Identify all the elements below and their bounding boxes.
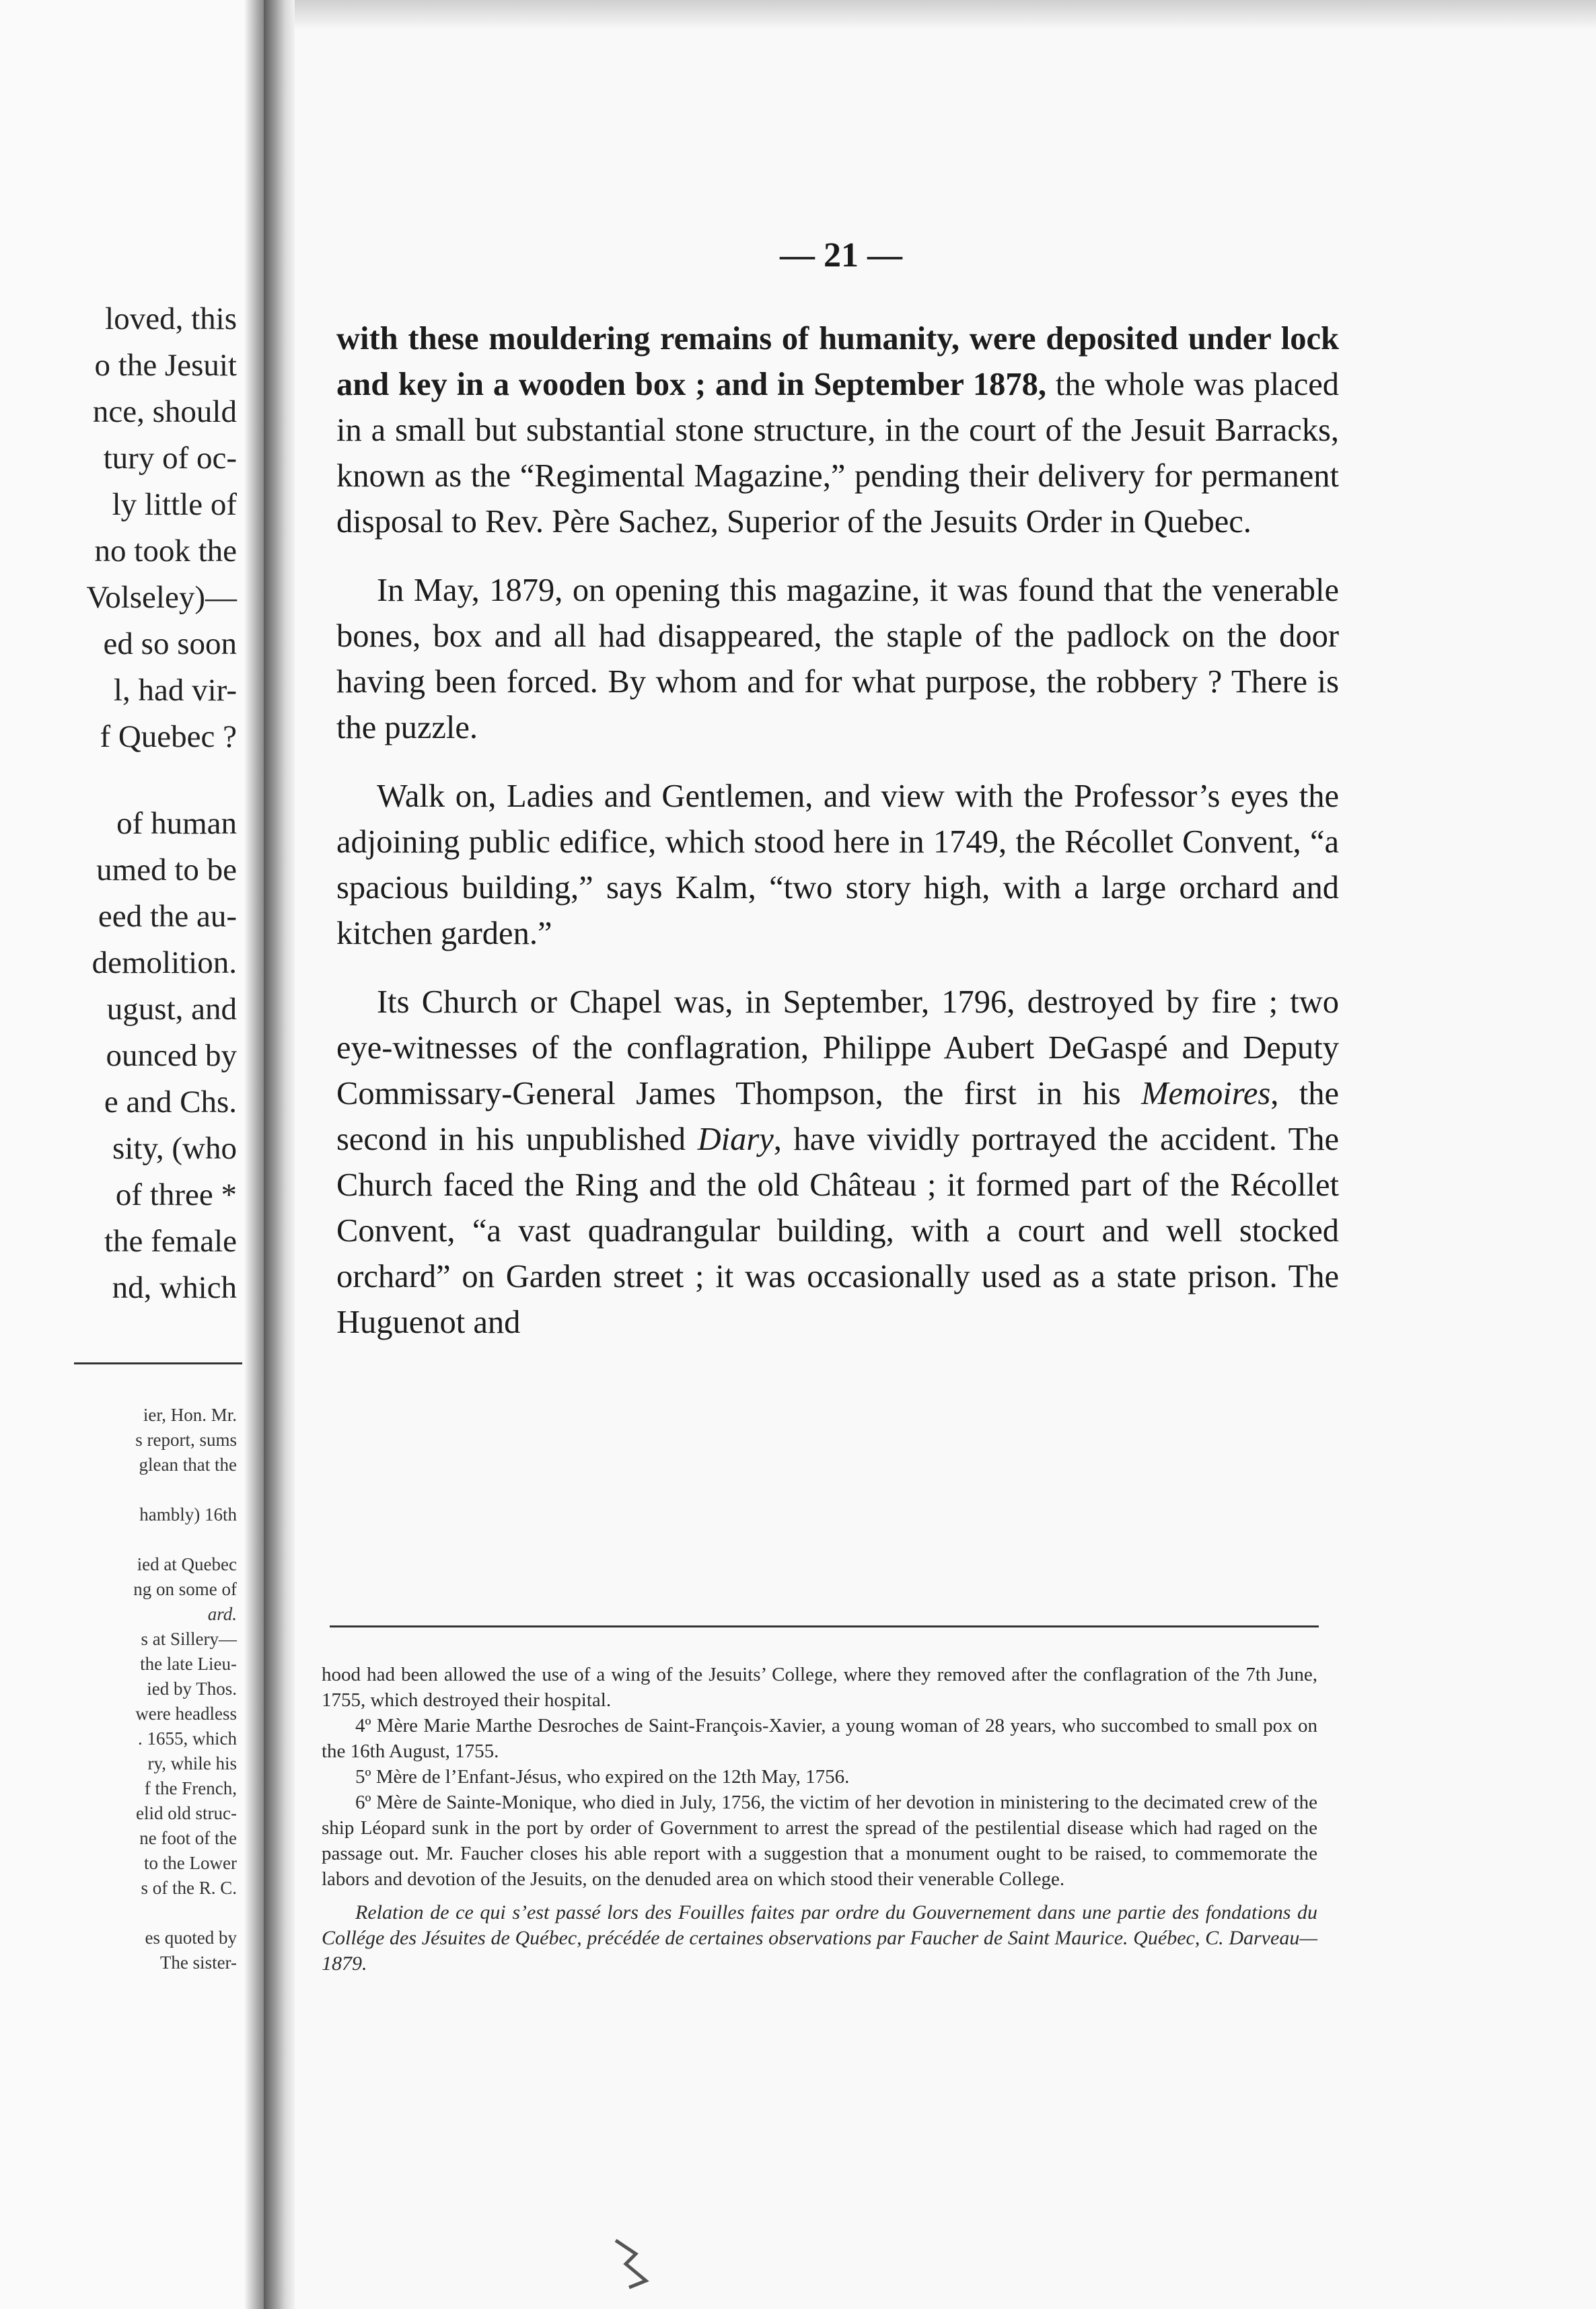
book-gutter [264, 0, 295, 2309]
footnotes [322, 1662, 1317, 1977]
paragraph-1-rest: the whole was placed in a small but substantial stone structure, in the court of the Jesuit Barracks, known as the “Regimental Magazine,” pending their delivery for permanent disposal to Rev. Père Sachez, Superior of the Jesuits Order in Quebec. [336, 367, 1339, 540]
left-line: tury of oc- [103, 441, 237, 476]
page-top-shadow [295, 0, 1596, 30]
left-note-line: s of the R. C. [141, 1878, 237, 1898]
left-line: l, had vir- [113, 673, 237, 708]
main-body-text [336, 316, 1339, 1368]
footnote-citation: Relation de ce qui s’est passé lors des Fouilles faites par ordre du Gouvernement dans une partie des fondations du Collége des Jésuites de Québec, précédée de certaines observations par Faucher de Saint Maurice. Québec, C. Darveau—1879. [322, 1901, 1317, 1975]
left-line: eed the au- [98, 899, 237, 934]
left-note-line: were headless [135, 1703, 237, 1724]
left-line: loved, this [105, 301, 237, 336]
left-note-line: f the French, [144, 1778, 237, 1798]
left-note-line: to the Lower [144, 1853, 237, 1873]
left-page-shadow [245, 0, 264, 2309]
left-line: umed to be [96, 852, 237, 887]
left-line: of three * [115, 1177, 237, 1212]
left-line: nd, which [112, 1270, 237, 1305]
left-note-line: ied by Thos. [147, 1679, 237, 1699]
paragraph-4-text: , have vividly portrayed the accident. The Church faced the Ring and the old Château ; it formed part of the Récollet Convent, “a vast quadrangular building, with a court and well stocked orchard” on Garden street ; it was occasionally used as a state prison. The Huguenot and [336, 1122, 1339, 1340]
paragraph-4-text: Its Church or Chapel was, in September, 1796, destroyed by fire ; two eye-witnesses of the conflagration, Philippe Aubert DeGaspé and Deputy Commissary-General James Thompson, the first in his [336, 984, 1339, 1111]
left-line: sity, (who [112, 1131, 237, 1166]
left-note-line: glean that the [139, 1455, 237, 1475]
left-line: ed so soon [103, 626, 237, 661]
memoires-title: Memoires [1141, 1076, 1271, 1111]
diary-title: Diary [697, 1122, 774, 1157]
paragraph-4 [336, 980, 1339, 1346]
left-line: ugust, and [106, 992, 237, 1027]
paragraph-4-text: , the second in his unpublished [336, 1076, 1339, 1157]
left-line: demolition. [92, 945, 237, 980]
left-footnote-rule [74, 1362, 242, 1364]
left-note-line: hambly) 16th [139, 1504, 237, 1525]
left-note-line: ier, Hon. Mr. [143, 1405, 237, 1425]
left-note-line: ng on some of [133, 1579, 237, 1599]
footnote-rule [330, 1625, 1319, 1627]
left-note-line: the late Lieu- [140, 1654, 237, 1674]
left-line: ly little of [112, 487, 237, 522]
left-line: Volseley)— [86, 580, 237, 615]
left-line: no took the [94, 534, 237, 569]
scan-artifact-icon [609, 2234, 656, 2294]
left-page-text-bottom [22, 801, 237, 1311]
left-note-line: ry, while his [147, 1753, 237, 1773]
left-note-line: ied at Quebec [137, 1554, 237, 1574]
left-note-line: The sister- [159, 1952, 237, 1973]
left-note-line: s at Sillery— [141, 1629, 237, 1649]
left-line: ounced by [106, 1038, 237, 1073]
paragraph-3: Walk on, Ladies and Gentlemen, and view with the Professor’s eyes the adjoining public edifice, which stood here in 1749, the Récollet Convent, “a spacious building,” says Kalm, “two story high, with a large orchard and kitchen garden.” [336, 778, 1339, 951]
footnote-4: 4º Mère Marie Marthe Desroches de Saint-François-Xavier, a young woman of 28 years, who succombed to small pox on the 16th August, 1755. [322, 1715, 1317, 1762]
left-note-line: ne foot of the [139, 1828, 237, 1848]
left-line: f Quebec ? [100, 719, 237, 754]
left-note-line: . 1655, which [138, 1728, 237, 1749]
scan-artifact-mark [609, 2234, 656, 2294]
left-line: e and Chs. [104, 1085, 237, 1120]
left-facing-page [0, 0, 264, 2309]
page-number: — 21 — [780, 236, 902, 274]
paragraph-1 [336, 316, 1339, 545]
left-page-text-top [22, 296, 237, 760]
left-line: the female [104, 1224, 237, 1259]
footnote-continued: hood had been allowed the use of a wing of the Jesuits’ College, where they removed after the conflagration of the 7th June, 1755, which destroyed their hospital. [322, 1664, 1317, 1711]
left-line: of human [116, 806, 237, 841]
left-page-footnotes [15, 1403, 237, 1975]
left-note-line: elid old struc- [136, 1803, 237, 1823]
left-line: o the Jesuit [94, 348, 237, 383]
paragraph-1-bold: with these mouldering remains of humanity, were deposited under lock and key in a wooden box ; and in September 1878, [336, 321, 1339, 402]
left-note-line: es quoted by [145, 1928, 237, 1948]
footnote-6: 6º Mère de Sainte-Monique, who died in July, 1756, the victim of her devotion in ministering to the decimated crew of the ship Léopard sunk in the port by order of Government to arrest the spread of the pestilential disease which had raged on the passage out. Mr. Faucher closes his able report with a suggestion that a monument ought to be raised, to commemorate the labors and devotion of the Jesuits, on the denuded area on which stood their venerable College. [322, 1792, 1317, 1890]
left-note-line: s report, sums [135, 1430, 237, 1450]
paragraph-2: In May, 1879, on opening this magazine, it was found that the venerable bones, box and all had disappeared, the staple of the padlock on the door having been forced. By whom and for what purpose, the robbery ? There is the puzzle. [336, 573, 1339, 745]
footnote-5: 5º Mère de l’Enfant-Jésus, who expired on the 12th May, 1756. [355, 1766, 850, 1788]
left-note-line: ard. [207, 1604, 237, 1624]
left-line: nce, should [92, 394, 237, 429]
